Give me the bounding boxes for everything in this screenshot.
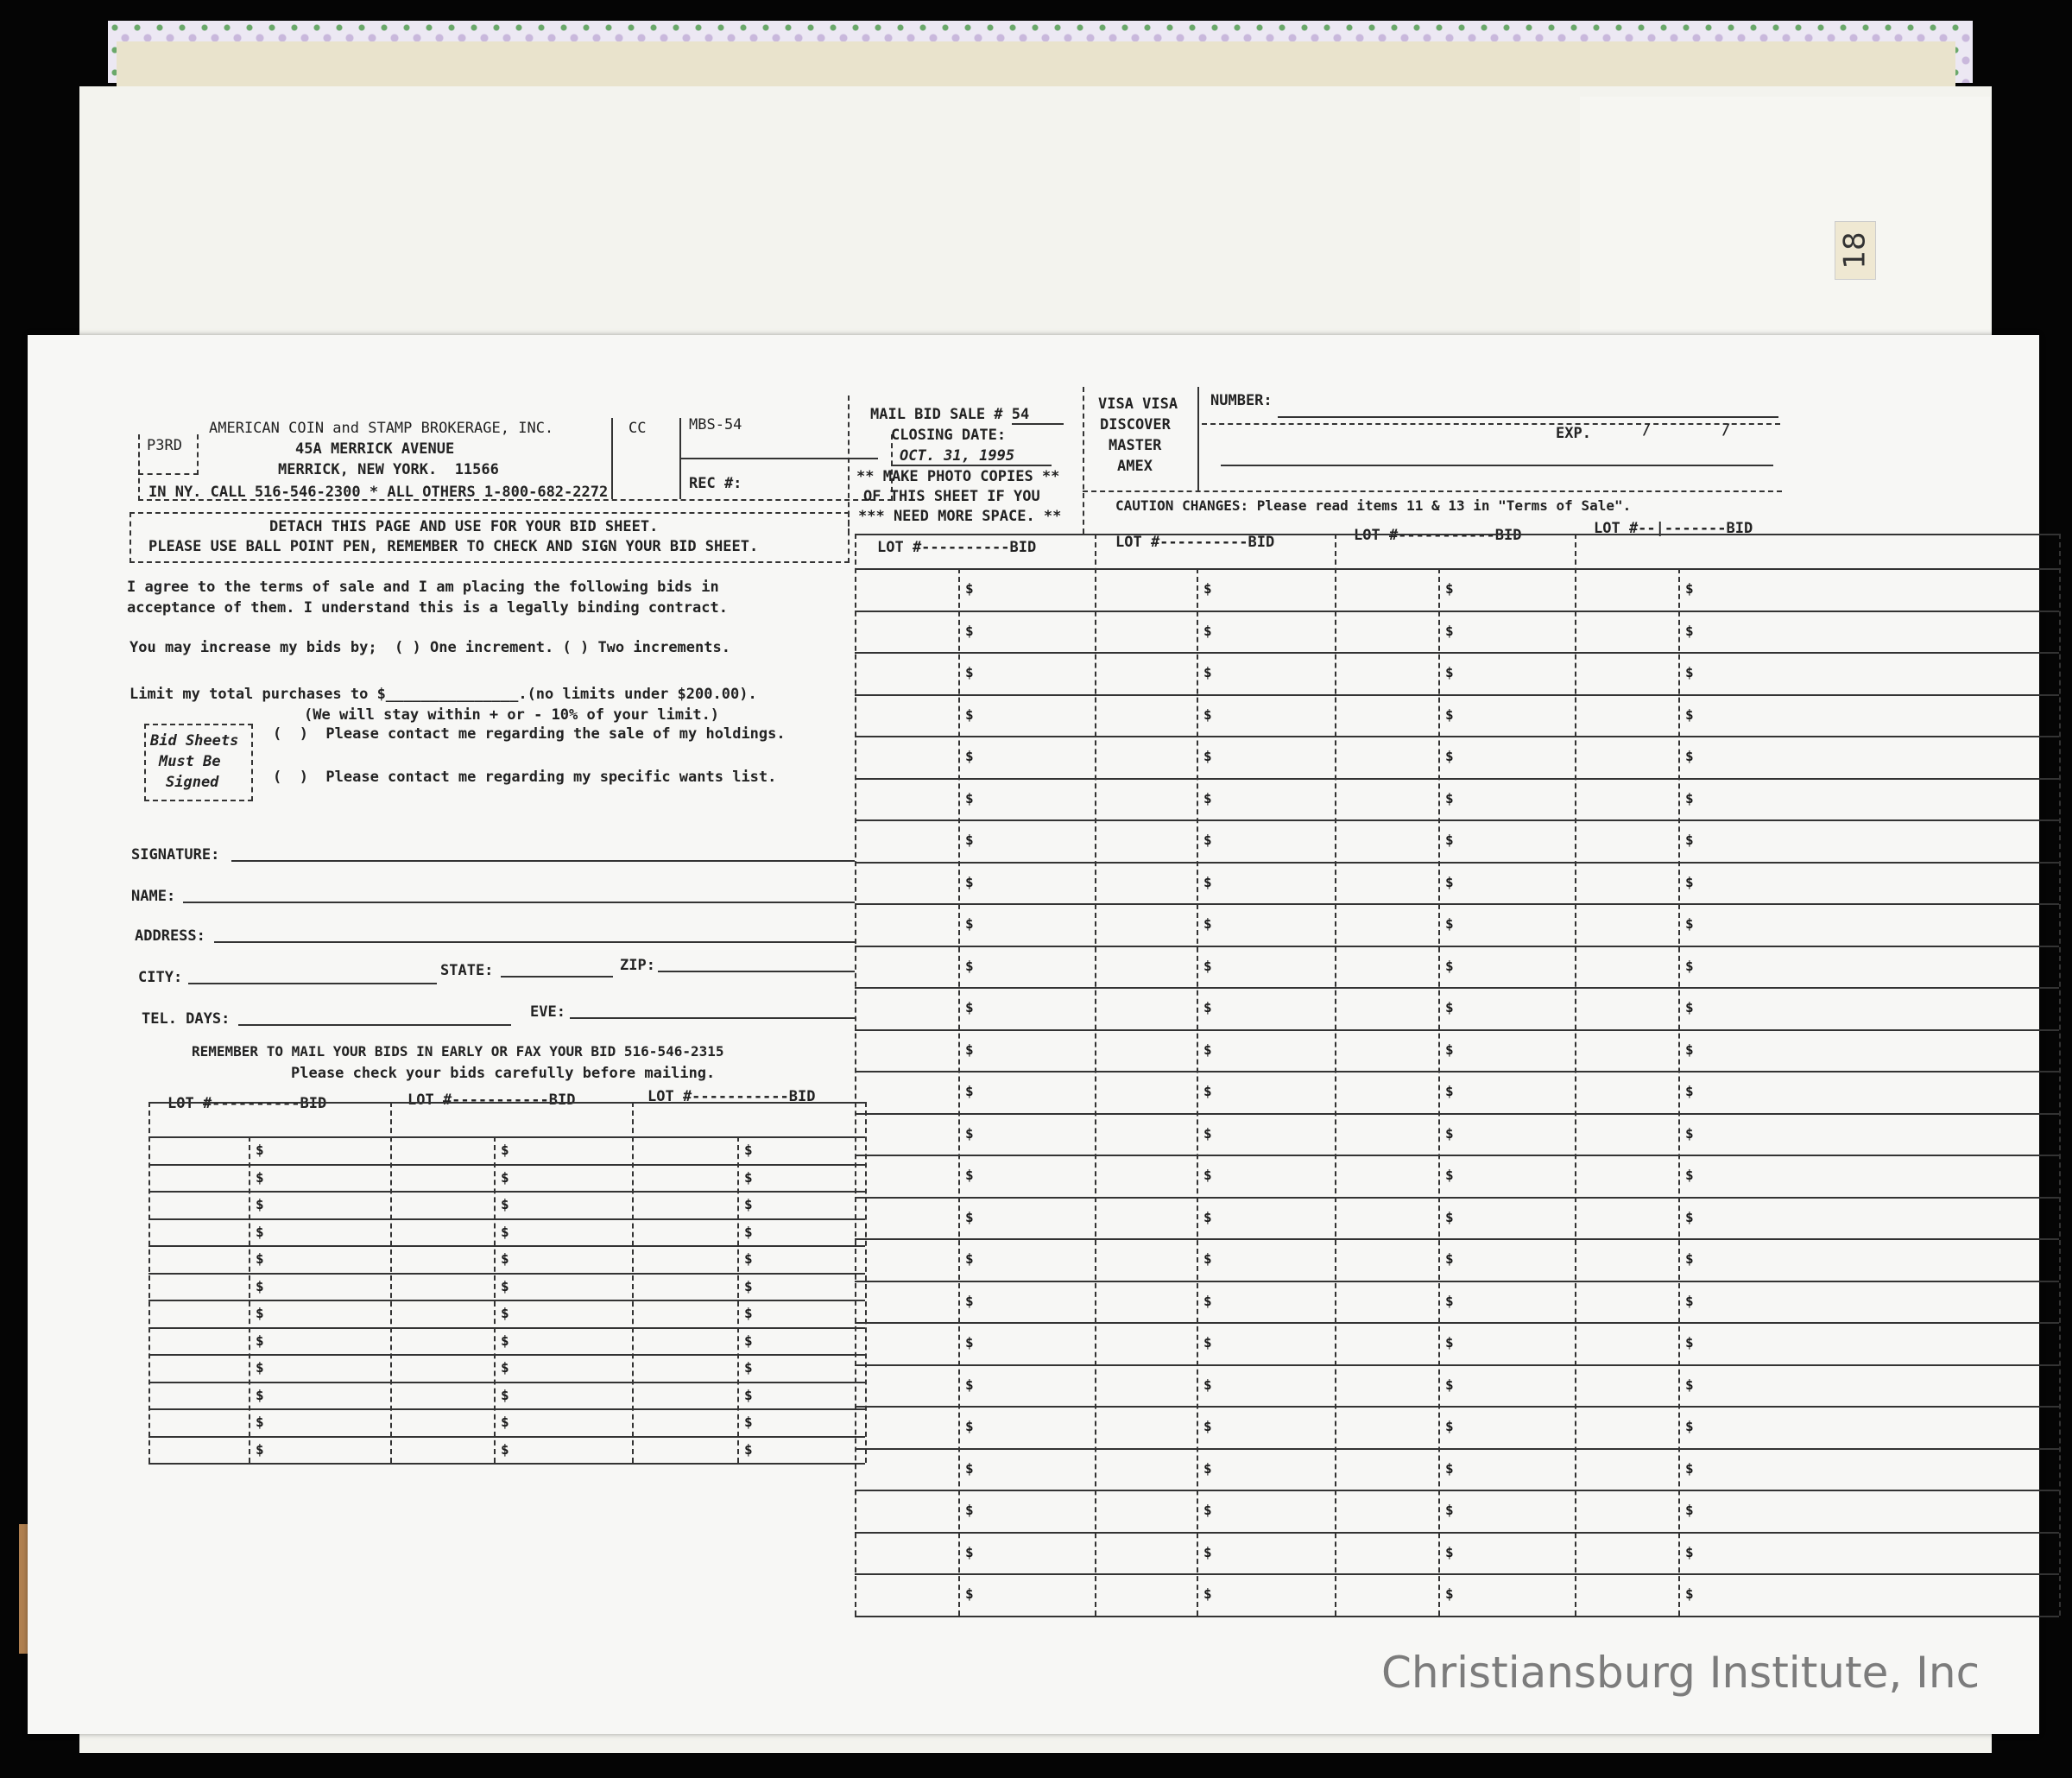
detach-line2: PLEASE USE BALL POINT PEN, REMEMBER TO CHECK AND SIGN YOUR BID SHEET. bbox=[148, 538, 759, 555]
right-grid-row-line bbox=[855, 903, 2059, 905]
left-grid-bid-cell[interactable]: $ bbox=[256, 1223, 264, 1240]
right-grid-bid-cell[interactable]: $ bbox=[1685, 748, 1694, 764]
eve-label: EVE: bbox=[530, 1003, 565, 1021]
photo-copies-line1: ** MAKE PHOTO COPIES ** bbox=[856, 468, 1060, 485]
left-grid-bid-cell[interactable]: $ bbox=[256, 1305, 264, 1321]
right-grid-bid-cell[interactable]: $ bbox=[1203, 1167, 1212, 1183]
left-grid-bid-cell[interactable]: $ bbox=[744, 1196, 753, 1212]
right-grid-bid-cell[interactable]: $ bbox=[1445, 622, 1454, 639]
right-grid-row-line bbox=[855, 736, 2059, 737]
card-number-label: NUMBER: bbox=[1210, 392, 1273, 409]
right-grid-bid-cell[interactable]: $ bbox=[1685, 664, 1694, 680]
right-grid-bid-cell[interactable]: $ bbox=[1203, 1543, 1212, 1560]
right-grid-bid-cell[interactable]: $ bbox=[965, 1585, 974, 1602]
right-grid-bid-cell[interactable]: $ bbox=[965, 1250, 974, 1267]
right-grid-bid-cell[interactable]: $ bbox=[1203, 1418, 1212, 1434]
mail-bid-sale: MAIL BID SALE # 54 bbox=[870, 406, 1030, 423]
right-grid-bid-cell[interactable]: $ bbox=[1203, 748, 1212, 764]
right-grid-bid-cell[interactable]: $ bbox=[1685, 999, 1694, 1016]
right-grid-bid-cell[interactable]: $ bbox=[965, 664, 974, 680]
right-grid-bid-cell[interactable]: $ bbox=[1445, 1292, 1454, 1309]
limit-note: (We will stay within + or - 10% of your limit.) bbox=[304, 706, 720, 724]
right-grid-bid-cell[interactable]: $ bbox=[965, 1502, 974, 1518]
right-grid-bid-cell[interactable]: $ bbox=[1445, 1167, 1454, 1183]
left-grid-col-divider bbox=[632, 1102, 634, 1463]
wants-option[interactable]: ( ) Please contact me regarding my specific wants list. bbox=[273, 769, 777, 786]
left-grid-bid-cell[interactable]: $ bbox=[256, 1386, 264, 1403]
right-grid-row-line bbox=[855, 652, 2059, 654]
left-grid-bid-cell[interactable]: $ bbox=[256, 1414, 264, 1430]
right-grid-bid-cell[interactable]: $ bbox=[1203, 789, 1212, 807]
right-grid-bid-cell[interactable]: $ bbox=[1203, 1376, 1212, 1393]
right-grid-bid-cell[interactable]: $ bbox=[965, 1041, 974, 1058]
company-phones: IN NY. CALL 516-546-2300 * ALL OTHERS 1-800-682-2272 bbox=[148, 484, 609, 501]
right-grid-bid-cell[interactable]: $ bbox=[1685, 1208, 1694, 1225]
right-grid-bid-cell[interactable]: $ bbox=[1685, 580, 1694, 597]
left-grid-bid-cell[interactable]: $ bbox=[744, 1168, 753, 1186]
increase-bids-option[interactable]: You may increase my bids by; ( ) One increment. ( ) Two increments. bbox=[130, 639, 730, 656]
photo-copies-line3: *** NEED MORE SPACE. ** bbox=[858, 508, 1062, 525]
right-grid-bid-cell[interactable]: $ bbox=[965, 999, 974, 1016]
left-grid-bid-cell[interactable]: $ bbox=[256, 1142, 264, 1158]
form-code: P3RD bbox=[147, 437, 182, 454]
left-grid-bid-divider bbox=[494, 1136, 496, 1463]
right-grid-bid-cell[interactable]: $ bbox=[1685, 1543, 1694, 1560]
right-grid-row-line bbox=[855, 1238, 2059, 1240]
right-grid-bid-cell[interactable]: $ bbox=[1445, 1334, 1454, 1351]
right-grid-bid-cell[interactable]: $ bbox=[1445, 706, 1454, 723]
exp-label: EXP. bbox=[1556, 425, 1591, 442]
right-grid-bid-cell[interactable]: $ bbox=[965, 1292, 974, 1309]
right-grid-bid-cell[interactable]: $ bbox=[1445, 832, 1454, 848]
zip-label: ZIP: bbox=[620, 957, 655, 974]
right-grid-bid-cell[interactable]: $ bbox=[965, 1418, 974, 1434]
right-grid-row-line bbox=[855, 568, 2059, 570]
right-grid-bid-cell[interactable]: $ bbox=[1203, 1041, 1212, 1058]
signature-field[interactable] bbox=[231, 860, 855, 862]
address-label: ADDRESS: bbox=[135, 927, 205, 945]
right-grid-bid-cell[interactable]: $ bbox=[965, 1334, 974, 1351]
right-grid-bid-cell[interactable]: $ bbox=[965, 873, 974, 890]
left-grid-bid-cell[interactable]: $ bbox=[256, 1250, 264, 1267]
agree-line2: acceptance of them. I understand this is a legally binding contract. bbox=[127, 599, 728, 617]
right-grid-bid-cell[interactable]: $ bbox=[1445, 957, 1454, 974]
right-grid-bid-cell[interactable]: $ bbox=[1685, 1502, 1694, 1518]
table-header-r4: LOT #--|-------BID bbox=[1594, 520, 1753, 537]
right-grid-bid-cell[interactable]: $ bbox=[1445, 1124, 1454, 1142]
left-grid-bid-cell[interactable]: $ bbox=[256, 1359, 264, 1376]
right-grid-bid-cell[interactable]: $ bbox=[1203, 1502, 1212, 1518]
left-grid-bid-cell[interactable]: $ bbox=[256, 1332, 264, 1349]
right-grid-bid-cell[interactable]: $ bbox=[1203, 706, 1212, 723]
tel-days-field[interactable] bbox=[238, 1024, 511, 1026]
right-grid-bid-cell[interactable]: $ bbox=[965, 1208, 974, 1225]
left-grid-bid-cell[interactable]: $ bbox=[744, 1142, 753, 1158]
detach-line1: DETACH THIS PAGE AND USE FOR YOUR BID SHEET. bbox=[269, 518, 659, 535]
right-grid-row-line bbox=[855, 1616, 2059, 1617]
right-grid-bid-cell[interactable]: $ bbox=[1445, 1041, 1454, 1058]
card-amex: AMEX bbox=[1117, 458, 1153, 475]
tab-sheet bbox=[1580, 97, 1990, 356]
right-grid-bid-cell[interactable]: $ bbox=[1445, 580, 1454, 597]
right-grid-bid-cell[interactable]: $ bbox=[1445, 873, 1454, 890]
page-number-tab: 18 bbox=[1835, 221, 1876, 280]
right-grid-bid-cell[interactable]: $ bbox=[965, 1124, 974, 1142]
left-grid-bid-cell[interactable]: $ bbox=[744, 1386, 753, 1403]
right-grid-bid-cell[interactable]: $ bbox=[1203, 580, 1212, 597]
table-header-r1: LOT #----------BID bbox=[877, 539, 1037, 556]
right-grid-bid-cell[interactable]: $ bbox=[965, 832, 974, 848]
purchase-limit-field[interactable]: Limit my total purchases to $_______________.(no limits under $200.00). bbox=[130, 686, 757, 703]
left-grid-col-divider bbox=[148, 1102, 150, 1463]
eve-field[interactable] bbox=[570, 1017, 855, 1019]
right-grid-bid-cell[interactable]: $ bbox=[1685, 832, 1694, 848]
right-grid-bid-cell[interactable]: $ bbox=[1685, 789, 1694, 807]
card-number-field[interactable] bbox=[1278, 416, 1778, 418]
right-grid-bid-cell[interactable]: $ bbox=[965, 1459, 974, 1477]
table-header-r2: LOT #----------BID bbox=[1115, 534, 1275, 551]
right-grid-bid-cell[interactable]: $ bbox=[1685, 1418, 1694, 1434]
card-master: MASTER bbox=[1109, 437, 1162, 454]
right-grid-bid-cell[interactable]: $ bbox=[1685, 1585, 1694, 1602]
right-grid-row-line bbox=[855, 1281, 2059, 1282]
right-grid-bid-cell[interactable]: $ bbox=[1445, 999, 1454, 1016]
city-field[interactable] bbox=[188, 983, 437, 984]
city-label: CITY: bbox=[138, 969, 183, 986]
right-grid-row-line bbox=[855, 1490, 2059, 1491]
right-grid-bid-cell[interactable]: $ bbox=[1203, 999, 1212, 1016]
right-grid-bid-cell[interactable]: $ bbox=[965, 957, 974, 974]
right-grid-bid-cell[interactable]: $ bbox=[1203, 1208, 1212, 1225]
left-grid-bid-cell[interactable]: $ bbox=[501, 1142, 509, 1158]
right-grid-bid-cell[interactable]: $ bbox=[1685, 1376, 1694, 1393]
right-grid-bid-cell[interactable]: $ bbox=[1445, 1418, 1454, 1434]
right-grid-bid-cell[interactable]: $ bbox=[1685, 1124, 1694, 1142]
left-grid-bid-cell[interactable]: $ bbox=[501, 1196, 509, 1212]
folder-board bbox=[117, 41, 1955, 93]
left-grid-top-rule bbox=[148, 1102, 865, 1104]
left-grid-bid-cell[interactable]: $ bbox=[501, 1277, 509, 1294]
mbs-code: MBS-54 bbox=[689, 416, 742, 433]
right-grid-bid-cell[interactable]: $ bbox=[965, 748, 974, 764]
rec-label: REC #: bbox=[689, 475, 742, 492]
left-grid-row-line bbox=[148, 1136, 865, 1138]
right-grid-bid-cell[interactable]: $ bbox=[1203, 1334, 1212, 1351]
closing-date-label: CLOSING DATE: bbox=[891, 427, 1007, 444]
right-grid-bid-cell[interactable]: $ bbox=[965, 789, 974, 807]
left-grid-bid-cell[interactable]: $ bbox=[501, 1359, 509, 1376]
left-grid-row-line bbox=[148, 1436, 865, 1438]
right-grid-bid-divider bbox=[1678, 568, 1680, 1616]
holdings-option[interactable]: ( ) Please contact me regarding the sale of my holdings. bbox=[273, 725, 786, 743]
right-grid-row-line bbox=[855, 611, 2059, 612]
right-grid-bid-cell[interactable]: $ bbox=[1685, 957, 1694, 974]
agree-line1: I agree to the terms of sale and I am placing the following bids in bbox=[127, 579, 719, 596]
right-grid-row-line bbox=[855, 1071, 2059, 1072]
left-grid-bid-cell[interactable]: $ bbox=[744, 1250, 753, 1267]
right-grid-row-line bbox=[855, 778, 2059, 780]
right-grid-bid-cell[interactable]: $ bbox=[1445, 1543, 1454, 1560]
reminder-line2: Please check your bids carefully before mailing. bbox=[291, 1065, 716, 1082]
right-grid-bid-cell[interactable]: $ bbox=[965, 1376, 974, 1393]
name-label: NAME: bbox=[131, 888, 176, 905]
right-grid-bid-cell[interactable]: $ bbox=[1685, 1250, 1694, 1267]
right-grid-bid-cell[interactable]: $ bbox=[1685, 915, 1694, 932]
right-grid-bid-cell[interactable]: $ bbox=[1203, 1292, 1212, 1309]
photo-copies-line2: OF THIS SHEET IF YOU bbox=[863, 488, 1040, 505]
right-grid-bid-cell[interactable]: $ bbox=[965, 1543, 974, 1560]
table-header-b: LOT #-----------BID bbox=[407, 1091, 576, 1109]
reminder-line1: REMEMBER TO MAIL YOUR BIDS IN EARLY OR FAX YOUR BID 516-546-2315 bbox=[192, 1043, 724, 1060]
right-grid-row-line bbox=[855, 1532, 2059, 1534]
left-grid-row-line bbox=[148, 1218, 865, 1220]
right-grid-bid-cell[interactable]: $ bbox=[1685, 1083, 1694, 1099]
left-grid-row-line bbox=[148, 1382, 865, 1383]
left-grid-bid-cell[interactable]: $ bbox=[501, 1168, 509, 1186]
left-grid-bid-divider bbox=[737, 1136, 739, 1463]
right-grid-bid-cell[interactable]: $ bbox=[1685, 1167, 1694, 1183]
right-grid-bid-cell[interactable]: $ bbox=[965, 622, 974, 639]
table-header-c: LOT #-----------BID bbox=[648, 1088, 816, 1105]
stamp-line1: Bid Sheets bbox=[150, 732, 239, 750]
right-grid-bid-cell[interactable]: $ bbox=[1685, 873, 1694, 890]
right-grid-row-line bbox=[855, 946, 2059, 947]
left-grid-row-line bbox=[148, 1354, 865, 1356]
right-grid-bid-cell[interactable]: $ bbox=[1685, 1041, 1694, 1058]
right-grid-bid-divider bbox=[958, 568, 960, 1616]
right-grid-bid-cell[interactable]: $ bbox=[1203, 1459, 1212, 1477]
right-grid-bid-cell[interactable]: $ bbox=[1445, 1083, 1454, 1099]
right-grid-bid-cell[interactable]: $ bbox=[1203, 1250, 1212, 1267]
right-grid-bid-cell[interactable]: $ bbox=[1445, 748, 1454, 764]
right-grid-bid-cell[interactable]: $ bbox=[1203, 664, 1212, 680]
left-grid-row-line bbox=[148, 1273, 865, 1275]
right-grid-bid-cell[interactable]: $ bbox=[965, 706, 974, 723]
left-grid-bid-cell[interactable]: $ bbox=[744, 1359, 753, 1376]
left-grid-row-line bbox=[148, 1327, 865, 1329]
left-grid-bid-cell[interactable]: $ bbox=[501, 1223, 509, 1240]
state-label: STATE: bbox=[440, 962, 494, 979]
zip-field[interactable] bbox=[658, 971, 855, 972]
left-grid-bid-cell[interactable]: $ bbox=[256, 1277, 264, 1294]
closing-date: OCT. 31, 1995 bbox=[900, 447, 1015, 465]
right-grid-bid-cell[interactable]: $ bbox=[1445, 1250, 1454, 1267]
left-grid-bid-cell[interactable]: $ bbox=[501, 1305, 509, 1321]
right-grid-row-line bbox=[855, 862, 2059, 864]
right-grid-bid-cell[interactable]: $ bbox=[1203, 957, 1212, 974]
right-grid-bid-cell[interactable]: $ bbox=[965, 915, 974, 932]
right-grid-bid-cell[interactable]: $ bbox=[1203, 622, 1212, 639]
left-grid-bid-cell[interactable]: $ bbox=[501, 1250, 509, 1267]
left-grid-bid-cell[interactable]: $ bbox=[744, 1414, 753, 1430]
watermark: Christiansburg Institute, Inc bbox=[1381, 1648, 1980, 1698]
right-grid-top-rule bbox=[855, 534, 2059, 535]
right-grid-right-edge bbox=[2059, 534, 2061, 1616]
company-name: AMERICAN COIN and STAMP BROKERAGE, INC. bbox=[209, 420, 554, 437]
right-grid-bid-cell[interactable]: $ bbox=[1685, 1459, 1694, 1477]
signature-label: SIGNATURE: bbox=[131, 846, 220, 864]
table-header-a: LOT #----------BID bbox=[167, 1095, 327, 1112]
right-grid-col-divider bbox=[1335, 534, 1336, 1616]
company-street: 45A MERRICK AVENUE bbox=[295, 440, 455, 458]
right-grid-bid-cell[interactable]: $ bbox=[1445, 1376, 1454, 1393]
right-grid-row-line bbox=[855, 1364, 2059, 1366]
left-grid-row-line bbox=[148, 1408, 865, 1410]
left-grid-col-divider bbox=[390, 1102, 392, 1463]
left-grid-row-line bbox=[148, 1300, 865, 1301]
left-grid-bid-cell[interactable]: $ bbox=[744, 1277, 753, 1294]
right-grid-bid-cell[interactable]: $ bbox=[1203, 1083, 1212, 1099]
exp-separators: / / bbox=[1642, 421, 1731, 439]
right-grid-row-line bbox=[855, 1573, 2059, 1575]
card-visa: VISA VISA bbox=[1098, 395, 1178, 413]
left-grid-bid-cell[interactable]: $ bbox=[256, 1440, 264, 1458]
table-header-r3: LOT #-----------BID bbox=[1354, 527, 1522, 544]
left-grid-bid-cell[interactable]: $ bbox=[501, 1414, 509, 1430]
right-grid-row-line bbox=[855, 1155, 2059, 1156]
right-grid-col-divider bbox=[1095, 534, 1096, 1616]
left-grid-bid-cell[interactable]: $ bbox=[744, 1440, 753, 1458]
left-grid-bid-cell[interactable]: $ bbox=[256, 1168, 264, 1186]
address-field[interactable] bbox=[214, 941, 855, 943]
left-grid-bid-cell[interactable]: $ bbox=[744, 1305, 753, 1321]
left-grid-bid-cell[interactable]: $ bbox=[744, 1332, 753, 1349]
right-grid-row-line bbox=[855, 694, 2059, 696]
right-grid-bid-divider bbox=[1197, 568, 1198, 1616]
right-grid-bid-cell[interactable]: $ bbox=[1203, 915, 1212, 932]
right-grid-row-line bbox=[855, 1322, 2059, 1324]
right-grid-bid-cell[interactable]: $ bbox=[1203, 1124, 1212, 1142]
right-grid-bid-cell[interactable]: $ bbox=[965, 1083, 974, 1099]
right-grid-bid-cell[interactable]: $ bbox=[1445, 664, 1454, 680]
right-grid-bid-cell[interactable]: $ bbox=[1685, 1334, 1694, 1351]
right-grid-bid-cell[interactable]: $ bbox=[1445, 1585, 1454, 1602]
left-grid-bid-cell[interactable]: $ bbox=[501, 1440, 509, 1458]
left-grid-bid-cell[interactable]: $ bbox=[501, 1332, 509, 1349]
stamp-line2: Must Be bbox=[159, 753, 221, 770]
right-grid-row-line bbox=[855, 1029, 2059, 1031]
right-grid-bid-cell[interactable]: $ bbox=[1203, 1585, 1212, 1602]
right-grid-col-divider bbox=[855, 534, 856, 1616]
right-grid-row-line bbox=[855, 1197, 2059, 1199]
tel-days-label: TEL. DAYS: bbox=[142, 1010, 231, 1028]
right-grid-bid-cell[interactable]: $ bbox=[1203, 873, 1212, 890]
right-grid-bid-cell[interactable]: $ bbox=[965, 580, 974, 597]
right-grid-bid-cell[interactable]: $ bbox=[1685, 706, 1694, 723]
right-grid-row-line bbox=[855, 1406, 2059, 1408]
stamp-line3: Signed bbox=[166, 774, 219, 791]
right-grid-bid-cell[interactable]: $ bbox=[1203, 832, 1212, 848]
bid-sheet-form bbox=[28, 335, 2039, 1734]
right-grid-bid-cell[interactable]: $ bbox=[965, 1167, 974, 1183]
left-grid-bid-cell[interactable]: $ bbox=[744, 1223, 753, 1240]
exp-field[interactable] bbox=[1221, 465, 1773, 466]
right-grid-bid-divider bbox=[1438, 568, 1440, 1616]
cc-label: CC bbox=[629, 420, 647, 437]
company-city: MERRICK, NEW YORK. 11566 bbox=[278, 461, 499, 478]
right-grid-col-divider bbox=[1575, 534, 1576, 1616]
name-field[interactable] bbox=[183, 902, 855, 903]
right-grid-bid-cell[interactable]: $ bbox=[1445, 789, 1454, 807]
left-grid-row-line bbox=[148, 1164, 865, 1166]
left-grid-bid-cell[interactable]: $ bbox=[501, 1386, 509, 1403]
right-grid-bid-cell[interactable]: $ bbox=[1685, 622, 1694, 639]
right-grid-row-line bbox=[855, 1448, 2059, 1450]
right-grid-row-line bbox=[855, 1113, 2059, 1115]
card-discover: DISCOVER bbox=[1100, 416, 1171, 433]
left-grid-row-line bbox=[148, 1245, 865, 1247]
caution-changes: CAUTION CHANGES: Please read items 11 & 13 in "Terms of Sale". bbox=[1115, 497, 1632, 514]
left-grid-bid-divider bbox=[249, 1136, 250, 1463]
right-grid-bid-cell[interactable]: $ bbox=[1445, 915, 1454, 932]
right-grid-bid-cell[interactable]: $ bbox=[1685, 1292, 1694, 1309]
right-grid-bid-cell[interactable]: $ bbox=[1445, 1502, 1454, 1518]
left-grid-row-line bbox=[148, 1463, 865, 1465]
right-grid-bid-cell[interactable]: $ bbox=[1445, 1459, 1454, 1477]
state-field[interactable] bbox=[501, 976, 613, 978]
right-grid-row-line bbox=[855, 819, 2059, 821]
right-grid-bid-cell[interactable]: $ bbox=[1445, 1208, 1454, 1225]
left-grid-bid-cell[interactable]: $ bbox=[256, 1196, 264, 1212]
left-grid-row-line bbox=[148, 1191, 865, 1193]
right-grid-row-line bbox=[855, 987, 2059, 989]
